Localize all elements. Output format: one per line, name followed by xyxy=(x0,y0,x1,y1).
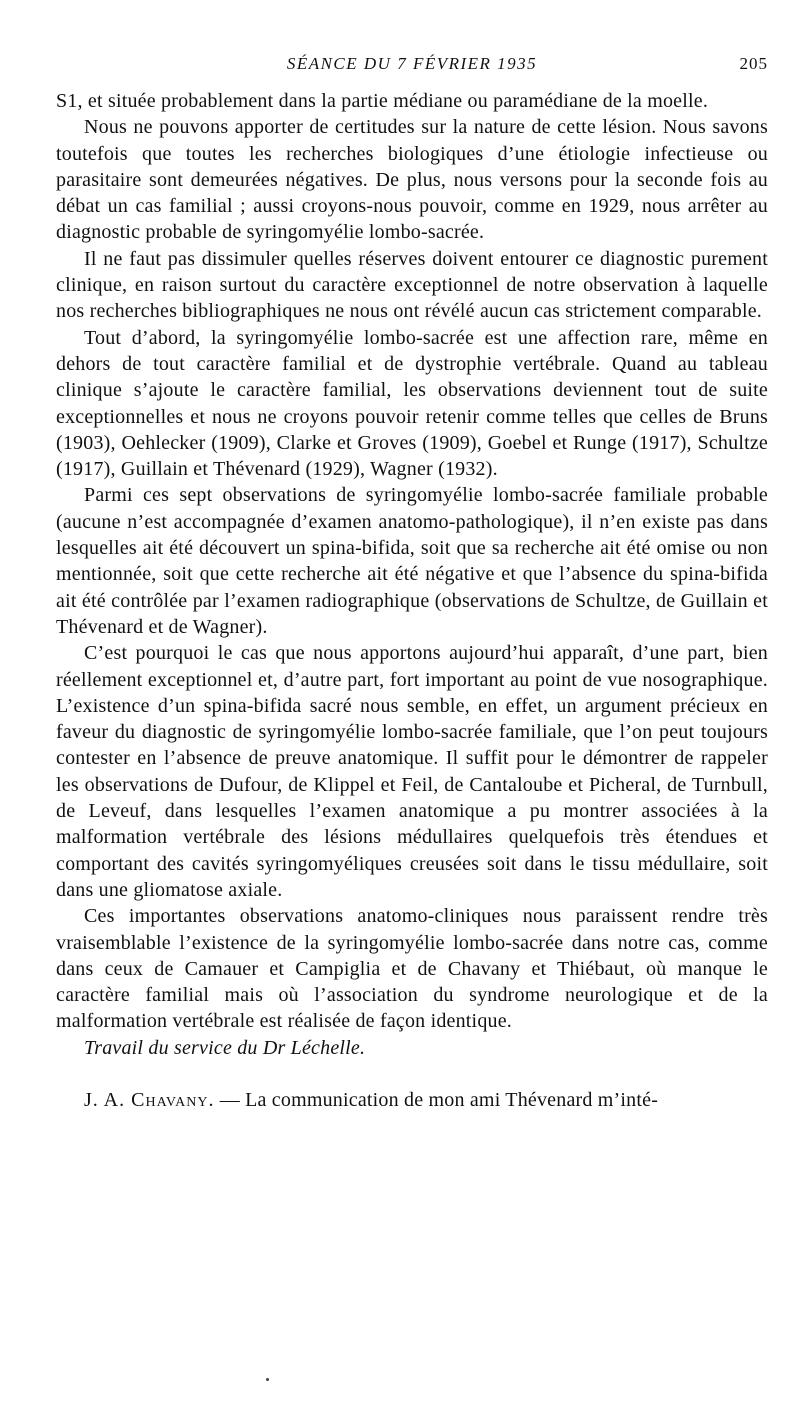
service-credit: Travail du service du Dr Léchelle. xyxy=(84,1036,366,1059)
paragraph: S1, et située probablement dans la partie médiane ou paramédiane de la moelle. xyxy=(56,90,709,112)
discussion-paragraph xyxy=(56,1087,768,1113)
discussion-text: — La communication de mon ami Thévenard m’inté- xyxy=(214,1088,659,1111)
body-text xyxy=(56,88,768,1113)
paragraph: C’est pourquoi le cas que nous apportons aujourd’hui apparaît, d’une part, bien réellement exceptionnel et, d’autre part, fort important au point de vue nosographique. L’existence d’un spina-bifida sacré nous semble, en effet, un argument précieux en faveur du diagnostic de syringomyélie lombo-sacrée familiale, que l’on peut toujours contester en l’absence de preuve anatomique. Il suffit pour le démontrer de rappeler les observations de Dufour, de Klippel et Feil, de Cantaloube et Picheral, de Turnbull, de Leveuf, dans lesquelles l’examen anatomique a pu montrer associées à la malformation vertébrale des lésions médullaires quelquefois très étendues et comportant des cavités syringomyéliques creusées soit dans le tissu médullaire, soit dans une gliomatose axiale. xyxy=(56,642,768,901)
page-number: 205 xyxy=(739,54,768,73)
paragraph: Nous ne pouvons apporter de certitudes sur la nature de cette lésion. Nous savons toutefois que toutes les recherches biologiques d’une étiologie infectieuse ou parasitaire sont demeurées négatives. De plus, nous versons pour la seconde fois au débat un cas familial ; aussi croyons-nous pouvoir, comme en 1929, nous arrêter au diagnostic probable de syringomyélie lombo-sacrée. xyxy=(56,116,768,244)
paragraph: Ces importantes observations anatomo-cliniques nous paraissent rendre très vraisemblable l’existence de la syringomyélie lombo-sacrée dans notre cas, comme dans ceux de Camauer et Campiglia et de Chavany et Thiébaut, où manque le caractère familial mais où l’association du syndrome neurologique et de la malformation vertébrale est réalisée de façon identique. xyxy=(56,905,768,1033)
paragraph: Tout d’abord, la syringomyélie lombo-sacrée est une affection rare, même en dehors de tout caractère familial et de dystrophie vertébrale. Quand au tableau clinique s’ajoute le caractère familial, les observations deviennent tout de suite exceptionnelles et nous ne croyons pouvoir retenir comme telles que celles de Bruns (1903), Oehlecker (1909), Clarke et Groves (1909), Goebel et Runge (1917), Schultze (1917), Guillain et Thévenard (1929), Wagner (1932). xyxy=(56,326,768,481)
print-speck xyxy=(266,1378,269,1381)
page-header xyxy=(56,54,768,80)
speaker-name: J. A. Chavany. xyxy=(84,1088,215,1111)
running-title: SÉANCE DU 7 FÉVRIER 1935 xyxy=(286,54,538,73)
paragraph: Parmi ces sept observations de syringomyélie lombo-sacrée familiale probable (aucune n’est accompagnée d’examen anatomo-pathologique), il n’en existe pas dans lesquelles ait été découvert un spina-bifida, soit que sa recherche ait été omise ou non mentionnée, soit que cette recherche ait été négative et que l’absence du spina-bifida ait été contrôlée par l’examen radiographique (observations de Schultze, de Guillain et Thévenard et de Wagner). xyxy=(56,484,768,638)
paragraph: Il ne faut pas dissimuler quelles réserves doivent entourer ce diagnostic purement clinique, en raison surtout du caractère exceptionnel de notre observation à laquelle nos recherches bibliographiques ne nous ont révélé aucun cas strictement comparable. xyxy=(56,247,768,323)
